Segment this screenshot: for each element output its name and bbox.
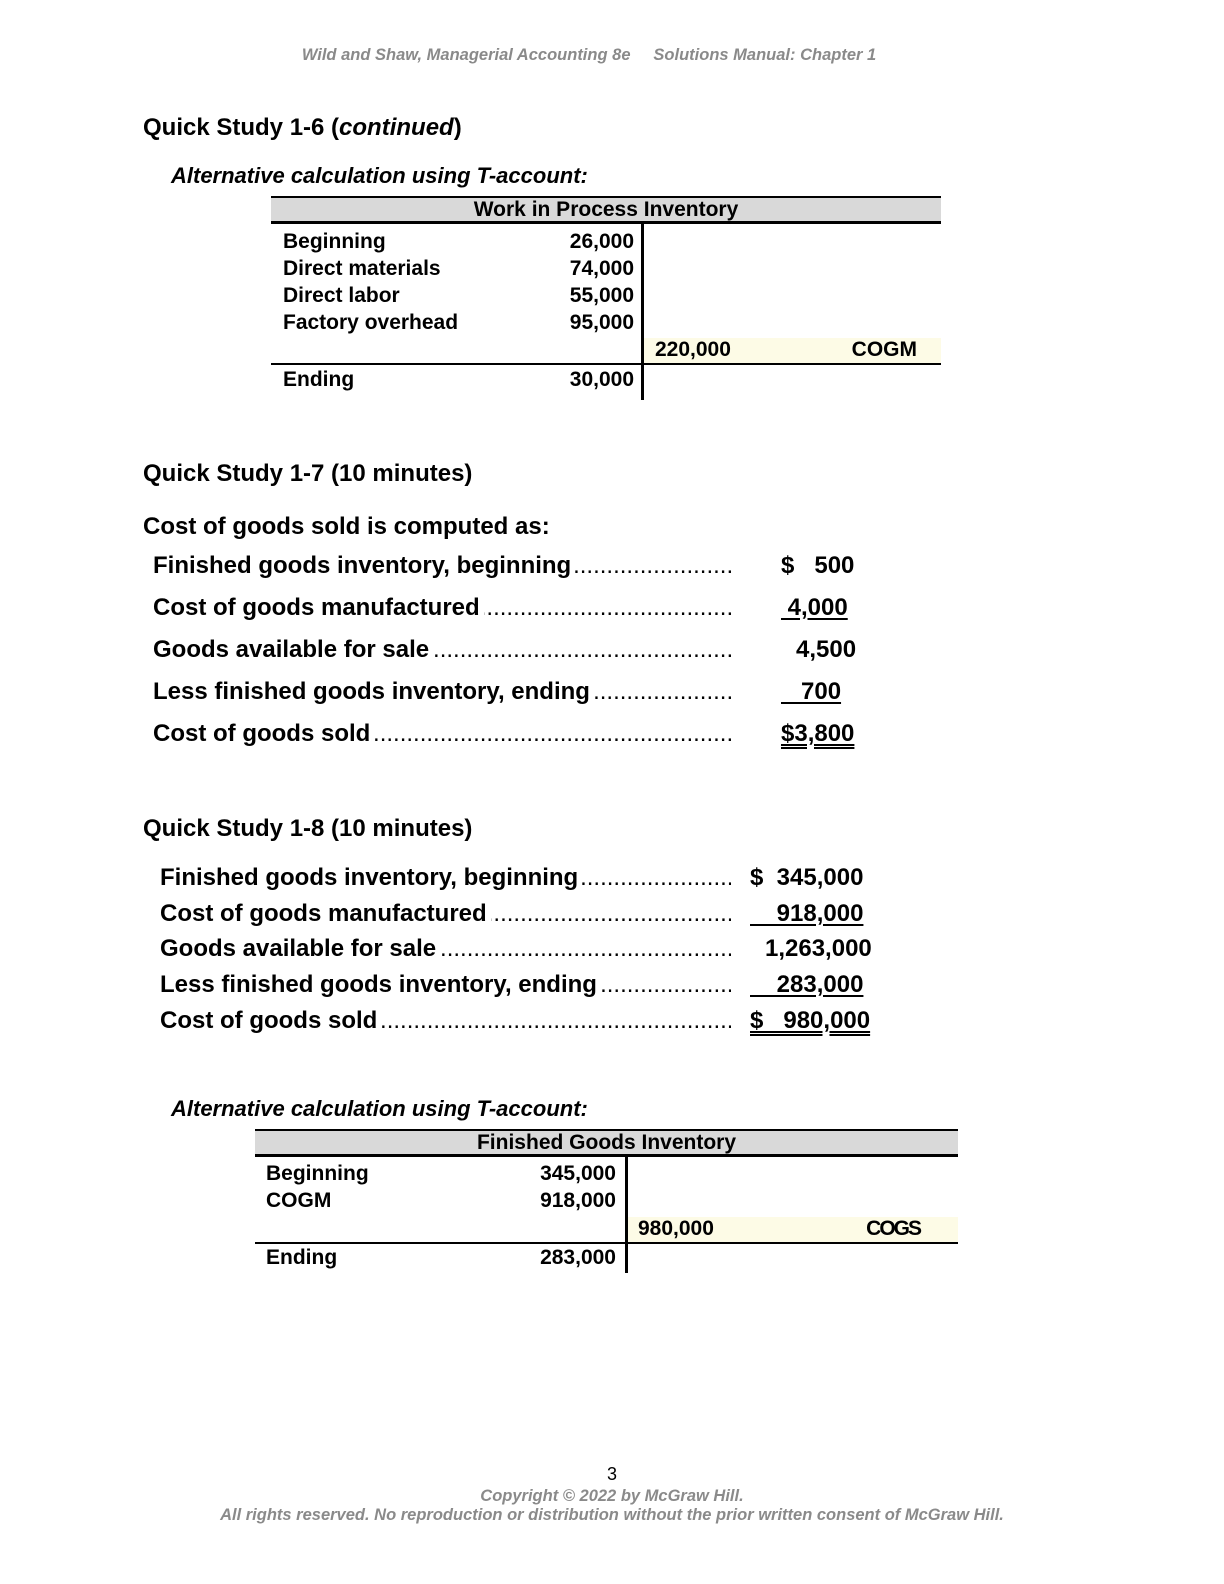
schedule-amount: 4,000 [781, 594, 848, 621]
qs6-heading-italic: continued [339, 114, 454, 141]
schedule-label: Less finished goods inventory, ending ..... [153, 678, 731, 706]
copyright-line: Copyright © 2022 by McGraw Hill. [480, 1487, 744, 1505]
schedule-label: Cost of goods sold ..... [160, 1007, 731, 1035]
t-account-row [271, 228, 941, 255]
schedule-amount: 283,000 [750, 971, 864, 998]
t-account-row [271, 282, 941, 309]
t-account-rule [271, 363, 941, 365]
debit-value: 918,000 [540, 1189, 616, 1212]
qs7-schedule [153, 552, 873, 762]
schedule-row [153, 594, 873, 626]
schedule-row [153, 552, 873, 584]
ending-label: Ending [266, 1246, 338, 1269]
fg-t-account [255, 1129, 958, 1273]
qs8-heading: Quick Study 1-8 (10 minutes) [143, 815, 473, 842]
qs6-alt-label: Alternative calculation using T-account: [171, 163, 588, 188]
schedule-label: Cost of goods sold ..... [153, 720, 731, 748]
debit-label: Factory overhead [283, 311, 459, 334]
schedule-amount: $ 345,000 [750, 864, 864, 891]
schedule-row [153, 678, 873, 710]
t-account-ending-row [271, 366, 941, 393]
debit-label: Beginning [283, 230, 386, 253]
ending-value: 283,000 [540, 1246, 616, 1269]
t-account-row [255, 1160, 958, 1187]
schedule-amount: 1,263,000 [765, 935, 872, 962]
debit-label: COGM [266, 1189, 332, 1212]
schedule-row [153, 720, 873, 752]
wip-t-account [271, 196, 941, 402]
schedule-label: Finished goods inventory, beginning ..... [153, 552, 731, 580]
debit-value: 26,000 [569, 230, 634, 253]
t-account-title: Finished Goods Inventory [255, 1129, 958, 1157]
debit-value: 345,000 [540, 1162, 616, 1185]
schedule-row [153, 636, 873, 668]
schedule-amount: 918,000 [750, 900, 864, 927]
schedule-label: Cost of goods manufactured ..... [160, 900, 731, 928]
qs6-heading-start: Quick Study 1-6 ( [143, 114, 340, 141]
rights-line: All rights reserved. No reproduction or distribution without the prior written consent of McGraw Hill. [220, 1506, 1004, 1524]
qs6-heading-end: ) [453, 114, 462, 141]
qs7-heading: Quick Study 1-7 (10 minutes) [143, 460, 473, 487]
qs6-heading [143, 114, 462, 142]
t-account-row [271, 309, 941, 336]
t-account-title: Work in Process Inventory [271, 196, 941, 224]
debit-label: Direct labor [283, 284, 400, 307]
debit-value: 95,000 [569, 311, 634, 334]
credit-value: 980,000 [638, 1217, 714, 1240]
schedule-row [160, 900, 890, 932]
schedule-amount: $ 980,000 [750, 1007, 871, 1034]
schedule-row [160, 1007, 890, 1039]
schedule-amount: 700 [781, 678, 842, 705]
ending-value: 30,000 [569, 368, 634, 391]
credit-label: COGS [866, 1217, 920, 1240]
schedule-label: Finished goods inventory, beginning ..... [160, 864, 731, 892]
debit-value: 74,000 [569, 257, 634, 280]
schedule-row [160, 935, 890, 967]
t-account-credit-row [255, 1215, 958, 1242]
schedule-label: Goods available for sale ..... [153, 636, 731, 664]
t-account-row [255, 1187, 958, 1214]
qs7-intro: Cost of goods sold is computed as: [143, 513, 550, 540]
schedule-label: Goods available for sale ..... [160, 935, 731, 963]
schedule-label: Less finished goods inventory, ending ..... [160, 971, 731, 999]
t-account-ending-row [255, 1244, 958, 1271]
credit-label: COGM [851, 338, 917, 361]
t-account-row [271, 255, 941, 282]
debit-label: Beginning [266, 1162, 369, 1185]
page-number: 3 [606, 1464, 617, 1484]
schedule-amount: $ 500 [781, 552, 855, 579]
schedule-amount: 4,500 [796, 636, 857, 663]
debit-label: Direct materials [283, 257, 441, 280]
debit-value: 55,000 [569, 284, 634, 307]
schedule-amount: $3,800 [781, 720, 855, 747]
t-account-credit-row [271, 336, 941, 363]
qs8-schedule [160, 864, 890, 1044]
running-header: Wild and Shaw, Managerial Accounting 8e Solutions Manual: Chapter 1 [301, 46, 877, 64]
schedule-label: Cost of goods manufactured ..... [153, 594, 731, 622]
qs8-alt-label: Alternative calculation using T-account: [171, 1096, 588, 1121]
schedule-row [160, 971, 890, 1003]
ending-label: Ending [283, 368, 355, 391]
schedule-row [160, 864, 890, 896]
credit-value: 220,000 [655, 338, 731, 361]
